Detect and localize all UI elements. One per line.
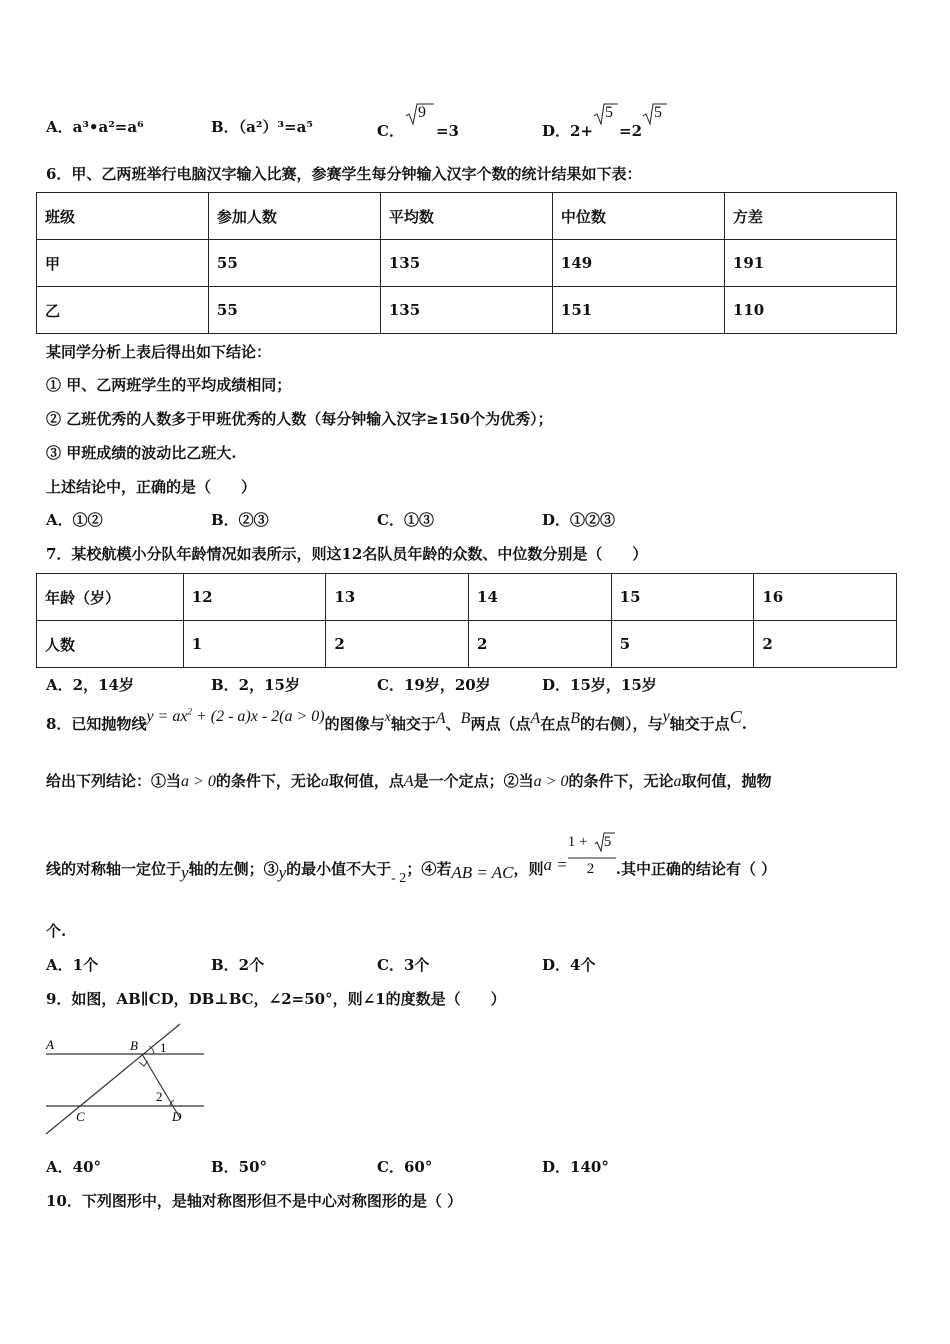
table-cell: 1 — [183, 621, 326, 668]
q8-text: 的右侧），与 — [580, 715, 663, 733]
q8-text: 的最小值不大于 — [286, 860, 392, 878]
table-cell: 平均数 — [380, 193, 552, 240]
table-cell: 方差 — [724, 193, 896, 240]
q8-text: 线的对称轴一定位于 — [46, 860, 182, 878]
q8-text: . — [741, 715, 747, 733]
q8-line-2 — [46, 770, 771, 791]
q8-var: a — [673, 773, 682, 790]
q6-option-c: C．①③ — [377, 511, 434, 529]
label-angle-2: 2 — [156, 1089, 163, 1104]
table-cell: 5 — [611, 621, 754, 668]
table-cell: 2 — [469, 621, 612, 668]
q7-option-a: A．2，14岁 — [46, 676, 134, 694]
q5-option-a: A．a³•a²=a⁶ — [46, 118, 144, 136]
q8-var: A — [435, 710, 446, 727]
q8-var: B — [460, 710, 471, 727]
q8-math: a > 0 — [533, 773, 569, 790]
q5-sqrt5-b — [642, 102, 668, 122]
q7-table — [36, 573, 897, 668]
q7-option-d: D．15岁，15岁 — [542, 676, 657, 694]
q5-option-d — [542, 104, 668, 141]
q8-fraction — [568, 832, 616, 884]
table-cell: 12 — [183, 574, 326, 621]
q8-math: - 2 — [391, 871, 407, 886]
q7-option-b: B．2，15岁 — [211, 676, 300, 694]
table-cell: 14 — [469, 574, 612, 621]
q8-option-c: C．3个 — [377, 956, 430, 974]
q8-var: A — [530, 710, 541, 727]
q5-radicand-5: 5 — [605, 104, 614, 121]
q6-option-a: A．①② — [46, 511, 103, 529]
q8-text: ；④若 — [406, 860, 452, 878]
fraction-bar — [568, 856, 616, 860]
q8-text: 、 — [445, 715, 461, 733]
q8-frac-num: 1 + — [567, 834, 588, 850]
table-cell: 人数 — [37, 621, 184, 668]
q5-option-c — [377, 104, 459, 141]
q8-var: y — [181, 863, 189, 882]
q8-formula-part: + (2 - a)x - 2(a > 0) — [191, 708, 325, 725]
table-row — [37, 574, 897, 621]
q9-option-c: C．60° — [377, 1158, 433, 1176]
q8-text: 是一个定点；②当 — [413, 772, 534, 790]
table-cell: 15 — [611, 574, 754, 621]
q8-text: .其中正确的结论有（ ） — [615, 860, 777, 878]
q9-geometry-figure — [42, 1022, 212, 1140]
q8-var: y — [278, 863, 287, 882]
table-cell: 班级 — [37, 193, 209, 240]
q6-stem: 6．甲、乙两班举行电脑汉字输入比赛，参赛学生每分钟输入汉字个数的统计结果如下表： — [46, 165, 642, 183]
q8-text: 在点 — [540, 715, 571, 733]
table-row — [37, 287, 897, 334]
q8-text: 取何值，抛物 — [681, 772, 772, 790]
q8-var: a — [320, 773, 329, 790]
label-angle-1: 1 — [160, 1040, 167, 1055]
table-cell: 参加人数 — [208, 193, 380, 240]
q6-option-b: B．②③ — [211, 511, 269, 529]
q8-var: C — [729, 707, 742, 727]
q8-text: ，则 — [513, 860, 544, 878]
q9-option-a: A．40° — [46, 1158, 102, 1176]
q8-var: x — [384, 710, 391, 725]
table-cell: 135 — [380, 287, 552, 334]
q8-text: 的条件下，无论 — [568, 772, 674, 790]
table-cell: 151 — [552, 287, 724, 334]
q5-radicand-9: 9 — [417, 104, 426, 121]
table-cell: 13 — [326, 574, 469, 621]
q8-option-b: B．2个 — [211, 956, 265, 974]
q5-radicand-5: 5 — [654, 104, 663, 121]
table-cell: 甲 — [37, 240, 209, 287]
label-a: A — [46, 1037, 54, 1052]
table-cell: 16 — [754, 574, 897, 621]
table-row — [37, 193, 897, 240]
q8-text: 两点（点 — [470, 715, 531, 733]
table-cell: 乙 — [37, 287, 209, 334]
q8-math: a > 0 — [181, 773, 216, 790]
q7-option-c: C．19岁，20岁 — [377, 676, 491, 694]
q8-frac-den: 2 — [586, 861, 595, 877]
table-cell: 中位数 — [552, 193, 724, 240]
label-d: D — [172, 1109, 182, 1124]
q6-conclusion-1: ① 甲、乙两班学生的平均成绩相同； — [46, 376, 292, 394]
q8-text: 轴的左侧；③ — [188, 860, 279, 878]
q8-text: 8．已知抛物线 — [46, 715, 147, 733]
q8-line-4: 个. — [46, 922, 67, 940]
label-c: C — [76, 1109, 85, 1124]
q8-text: 轴交于 — [390, 715, 436, 733]
q8-text: 的图像与 — [324, 715, 385, 733]
table-cell: 110 — [724, 287, 896, 334]
q5-sqrt9 — [404, 102, 436, 122]
q8-option-a: A．1个 — [46, 956, 99, 974]
q6-table — [36, 192, 897, 334]
label-b: B — [130, 1038, 138, 1053]
q8-formula-exp: 2 — [187, 706, 192, 717]
q7-stem: 7．某校航模小分队年龄情况如表所示，则这12名队员年龄的众数、中位数分别是（ ） — [46, 545, 648, 563]
q5-option-d-label: D．2+ — [542, 122, 594, 140]
q5-option-d-expr: =2 — [619, 122, 643, 140]
q5-option-c-label: C． — [377, 122, 404, 140]
q6-option-d: D．①②③ — [542, 511, 616, 529]
table-cell: 55 — [208, 240, 380, 287]
table-cell: 2 — [326, 621, 469, 668]
q9-option-b: B．50° — [211, 1158, 268, 1176]
q8-math: AB = AC — [451, 863, 514, 882]
q8-formula-part: y = ax — [146, 708, 188, 725]
q5-option-b: B．（a²）³=a⁵ — [211, 118, 313, 136]
q8-var: A — [403, 773, 414, 790]
table-row — [37, 621, 897, 668]
table-row — [37, 240, 897, 287]
q5-sqrt5-a — [593, 102, 619, 122]
q8-formula — [146, 708, 324, 725]
table-cell: 年龄（岁） — [37, 574, 184, 621]
q5-option-c-expr: =3 — [435, 122, 459, 140]
q6-ask: 上述结论中，正确的是（ ） — [46, 478, 257, 496]
q8-text: 取何值，点 — [328, 772, 404, 790]
table-cell: 191 — [724, 240, 896, 287]
q8-line-3 — [46, 832, 776, 884]
q8-option-d: D．4个 — [542, 956, 596, 974]
q6-conclusion-3: ③ 甲班成绩的波动比乙班大. — [46, 444, 237, 462]
q8-line-1 — [46, 706, 747, 734]
q10-stem: 10．下列图形中，是轴对称图形但不是中心对称图形的是（ ） — [46, 1192, 463, 1210]
q8-text: 的条件下，无论 — [215, 772, 321, 790]
q8-var: y — [662, 708, 670, 725]
q8-frac-radicand: 5 — [603, 834, 612, 850]
q9-stem: 9．如图，AB∥CD，DB⊥BC，∠2=50°，则∠1的度数是（ ） — [46, 990, 506, 1008]
q8-text: 轴交于点 — [669, 715, 730, 733]
q6-conclusion-2: ② 乙班优秀的人数多于甲班优秀的人数（每分钟输入汉字≥150个为优秀）； — [46, 410, 553, 428]
table-cell: 135 — [380, 240, 552, 287]
q8-var: B — [570, 710, 581, 727]
q9-option-d: D．140° — [542, 1158, 609, 1176]
q6-intro: 某同学分析上表后得出如下结论： — [46, 343, 272, 361]
q8-math: a = — [543, 855, 568, 874]
q8-text: 给出下列结论：①当 — [46, 772, 182, 790]
table-cell: 149 — [552, 240, 724, 287]
table-cell: 55 — [208, 287, 380, 334]
table-cell: 2 — [754, 621, 897, 668]
